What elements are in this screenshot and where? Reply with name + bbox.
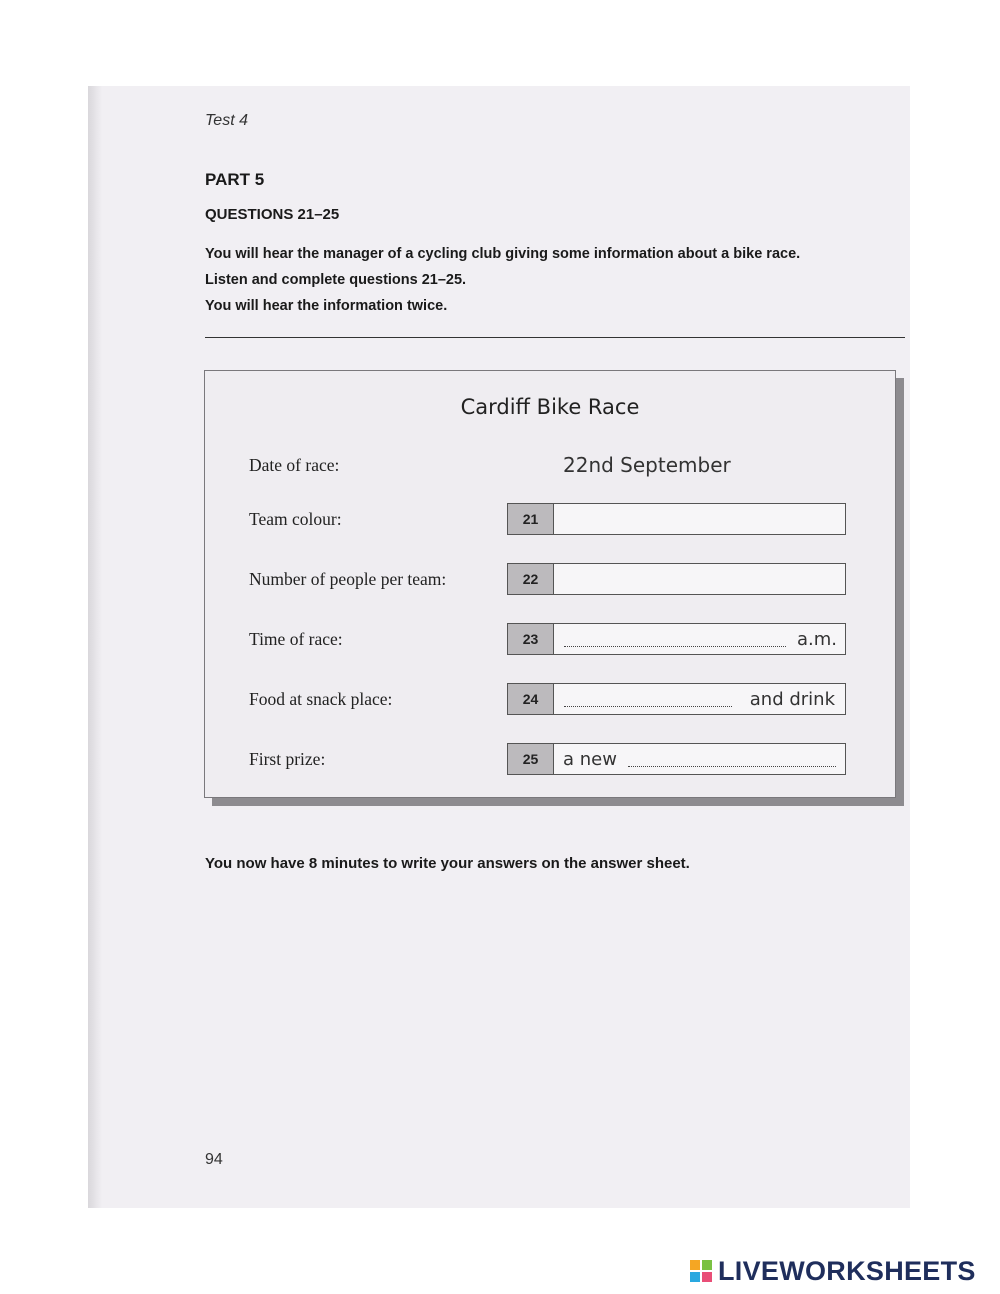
question-number: 22 (508, 564, 554, 594)
questions-range: QUESTIONS 21–25 (205, 206, 340, 223)
dotted-answer-line (628, 766, 836, 767)
part-title: PART 5 (205, 170, 265, 189)
form-card (204, 370, 896, 798)
date-label: Date of race: (249, 455, 340, 475)
liveworksheets-logo-icon (690, 1260, 714, 1284)
answer-suffix: and drink (749, 689, 835, 710)
answer-field-21[interactable] (507, 503, 846, 535)
page-number: 94 (205, 1151, 223, 1168)
time-instruction: You now have 8 minutes to write your answers on the answer sheet. (205, 855, 690, 872)
answer-field-23[interactable] (507, 623, 846, 655)
instruction-line: You will hear the information twice. (205, 298, 448, 314)
row-label-23: Time of race: (249, 629, 343, 649)
card-title: Cardiff Bike Race (460, 395, 640, 419)
page-spine-shadow (88, 86, 102, 1208)
row-label-25: First prize: (249, 749, 326, 769)
row-label-24: Food at snack place: (249, 689, 393, 709)
dotted-answer-line (564, 646, 786, 647)
question-number: 24 (508, 684, 554, 714)
answer-suffix: a.m. (796, 629, 837, 650)
question-number: 21 (508, 504, 554, 534)
test-header: Test 4 (205, 112, 248, 129)
instruction-line: You will hear the manager of a cycling club giving some information about a bike race. (205, 246, 801, 262)
brand-name: LIVEWORKSHEETS (718, 1256, 976, 1286)
instruction-line: Listen and complete questions 21–25. (205, 272, 467, 288)
date-value: 22nd September (563, 453, 731, 477)
liveworksheets-logo[interactable] (690, 1256, 976, 1287)
divider (205, 337, 905, 338)
row-label-22: Number of people per team: (249, 569, 447, 589)
dotted-answer-line (564, 706, 732, 707)
answer-field-22[interactable] (507, 563, 846, 595)
answer-field-24[interactable] (507, 683, 846, 715)
row-label-21: Team colour: (249, 509, 342, 529)
answer-prefix: a new (563, 749, 617, 770)
answer-field-25[interactable] (507, 743, 846, 775)
question-number: 23 (508, 624, 554, 654)
question-number: 25 (508, 744, 554, 774)
